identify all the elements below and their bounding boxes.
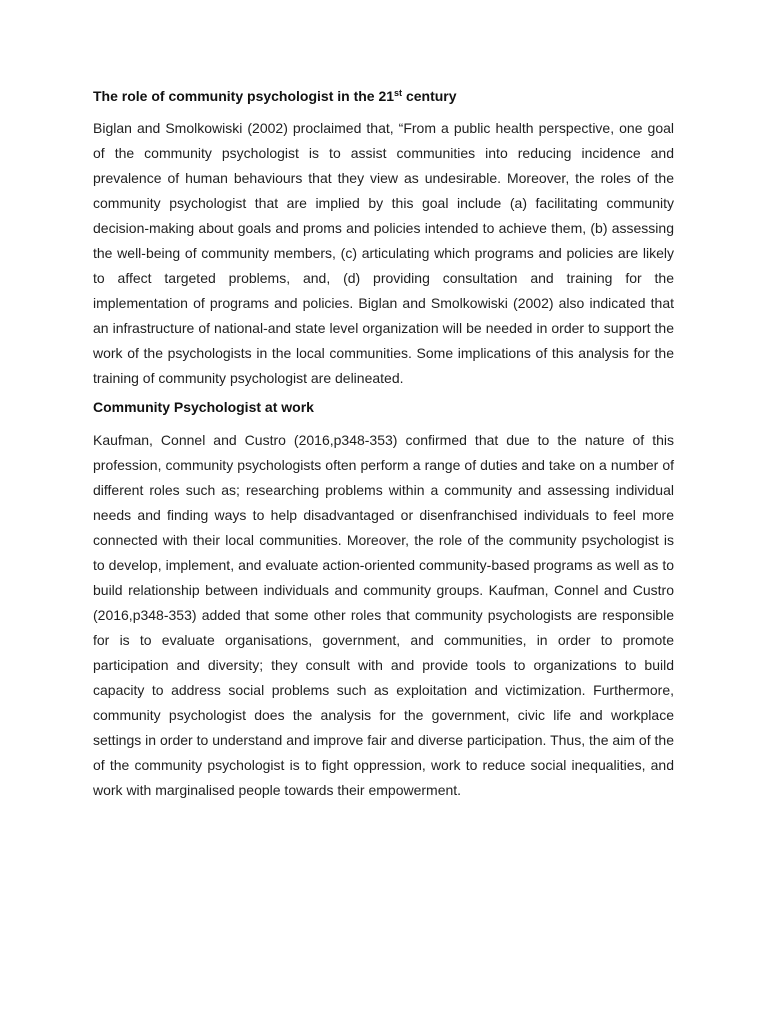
paragraph-role: Biglan and Smolkowiski (2002) proclaimed that, “From a public health perspective, one goal of the community psychologist is to assist communities into reducing incidence and prevalence of human behaviours that they view as undesirable. Moreover, the roles of the community psychologist that are implied by this goal include (a) facilitating community decision-making about goals and proms and policies intended to achieve them, (b) assessing the well-being of community members, (c) articulating which programs and policies are likely to affect targeted problems, and, (d) providing consultation and training for the implementation of programs and policies. Biglan and Smolkowiski (2002) also indicated that an infrastructure of national-and state level organization will be needed in order to support the work of the psychologists in the local communities. Some implications of this analysis for the training of community psychologist are delineated.	[93, 120, 674, 386]
heading-text: The role of community psychologist in the 21	[93, 88, 395, 104]
heading-superscript: st	[394, 88, 403, 98]
document-page	[93, 86, 674, 803]
paragraph-at-work: Kaufman, Connel and Custro (2016,p348-353) confirmed that due to the nature of this profession, community psychologists often perform a range of duties and take on a number of different roles such as; researching problems within a community and assessing individual needs and finding ways to help disadvantaged or disenfranchised individuals to feel more connected with their local communities. Moreover, the role of the community psychologist is to develop, implement, and evaluate action-oriented community-based programs as well as to build relationship between individuals and community groups. Kaufman, Connel and Custro (2016,p348-353) added that some other roles that community psychologists are responsible for is to evaluate organisations, government, and communities, in order to promote participation and diversity; they consult with and provide tools to organizations to build capacity to address social problems such as exploitation and victimization. Furthermore, community psychologist does the analysis for the government, civic life and workplace settings in order to understand and improve fair and diverse participation. Thus, the aim of the of the community psychologist is to fight oppression, work to reduce social inequalities, and work with marginalised people towards their empowerment.	[93, 432, 674, 798]
section-heading-at-work: Community Psychologist at work	[93, 399, 314, 415]
section-heading-role	[93, 86, 674, 106]
heading-suffix: century	[402, 88, 457, 104]
